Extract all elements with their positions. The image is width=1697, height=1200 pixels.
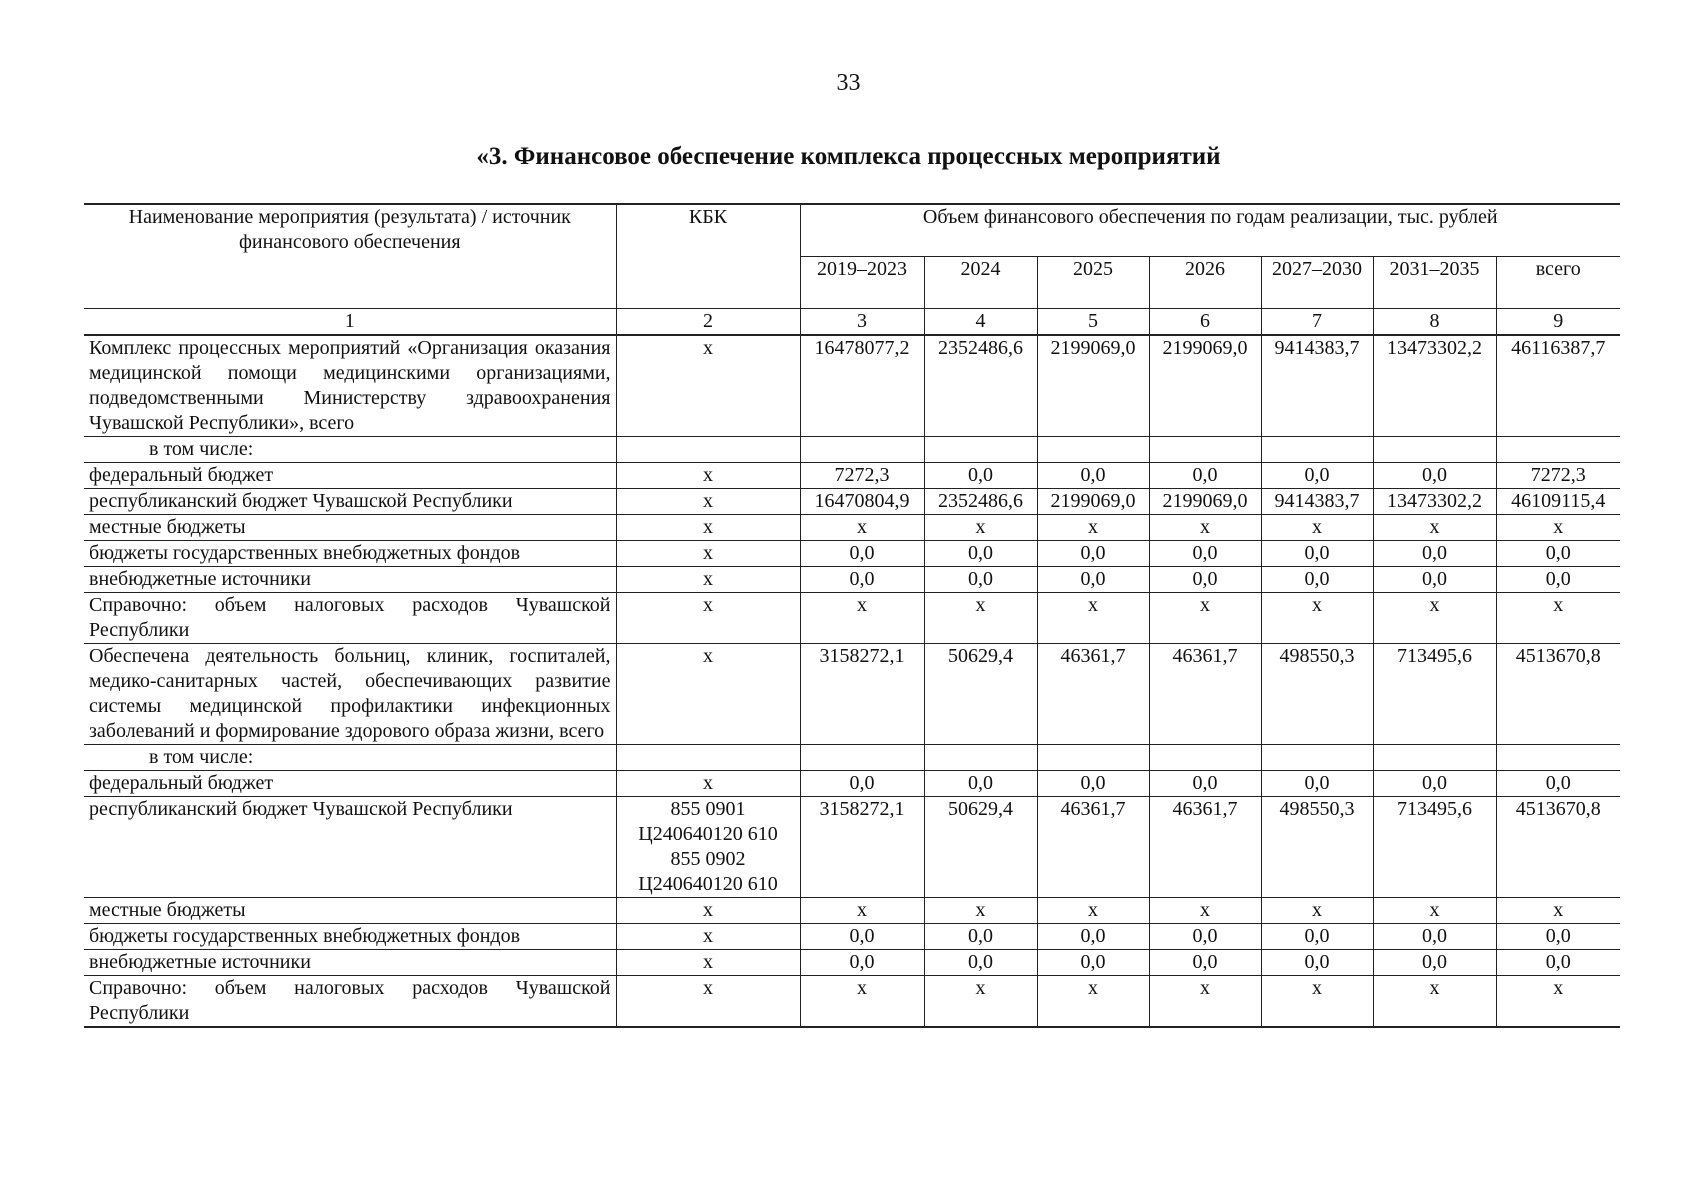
row-kbk: х — [616, 975, 800, 1027]
row-kbk: х — [616, 488, 800, 514]
row-value — [1261, 744, 1373, 770]
row-value: х — [1149, 592, 1261, 643]
row-value: 2199069,0 — [1037, 488, 1149, 514]
row-value: 0,0 — [1037, 923, 1149, 949]
row-value: 0,0 — [1261, 923, 1373, 949]
row-value: 0,0 — [924, 770, 1037, 796]
row-kbk: х — [616, 897, 800, 923]
column-number: 5 — [1037, 308, 1149, 335]
row-value: х — [1373, 592, 1496, 643]
row-kbk: х — [616, 566, 800, 592]
row-value — [1037, 744, 1149, 770]
table-row — [84, 462, 1620, 488]
row-value: 0,0 — [800, 923, 924, 949]
row-value — [1496, 744, 1620, 770]
header-year: 2031–2035 — [1373, 256, 1496, 308]
row-value: 2199069,0 — [1037, 335, 1149, 437]
row-value — [1149, 744, 1261, 770]
row-kbk: х — [616, 514, 800, 540]
row-value: 0,0 — [800, 540, 924, 566]
row-value: х — [1373, 514, 1496, 540]
row-value: 498550,3 — [1261, 796, 1373, 897]
section-title: «3. Финансовое обеспечение комплекса процессных мероприятий — [476, 143, 1221, 170]
row-value: 0,0 — [1373, 462, 1496, 488]
row-value: х — [800, 975, 924, 1027]
row-value: 0,0 — [1373, 949, 1496, 975]
row-value: 16478077,2 — [800, 335, 924, 437]
row-name: внебюджетные источники — [84, 949, 616, 975]
row-value: х — [1037, 592, 1149, 643]
row-name: местные бюджеты — [84, 897, 616, 923]
row-value: х — [800, 514, 924, 540]
header-kbk-column: КБК — [616, 204, 800, 308]
row-value: 46361,7 — [1149, 796, 1261, 897]
row-value — [1149, 436, 1261, 462]
row-value: 3158272,1 — [800, 796, 924, 897]
row-kbk: х — [616, 770, 800, 796]
row-value: 46109115,4 — [1496, 488, 1620, 514]
row-value: 0,0 — [1496, 566, 1620, 592]
row-value: х — [1496, 514, 1620, 540]
row-value: 0,0 — [800, 566, 924, 592]
row-name: республиканский бюджет Чувашской Республики — [84, 796, 616, 897]
table-row — [84, 897, 1620, 923]
table-row — [84, 514, 1620, 540]
row-value: 9414383,7 — [1261, 335, 1373, 437]
row-value: х — [1496, 592, 1620, 643]
table-row — [84, 770, 1620, 796]
row-value: 0,0 — [1149, 566, 1261, 592]
row-value: 713495,6 — [1373, 643, 1496, 744]
row-value: 0,0 — [1373, 540, 1496, 566]
table-header — [84, 204, 1620, 335]
row-kbk: х — [616, 540, 800, 566]
row-value: 0,0 — [1373, 770, 1496, 796]
row-kbk: х — [616, 643, 800, 744]
row-name: бюджеты государственных внебюджетных фондов — [84, 923, 616, 949]
row-value: 9414383,7 — [1261, 488, 1373, 514]
row-name: Комплекс процессных мероприятий «Организация оказания медицинской помощи медицинскими организациями, подведомственными Министерству здравоохранения Чувашской Республики», всего — [84, 335, 616, 437]
row-value: х — [1149, 897, 1261, 923]
row-name: федеральный бюджет — [84, 770, 616, 796]
row-value: 0,0 — [924, 462, 1037, 488]
row-value: х — [1261, 897, 1373, 923]
row-value: 0,0 — [1496, 949, 1620, 975]
row-value: 46361,7 — [1149, 643, 1261, 744]
row-value: 0,0 — [1149, 923, 1261, 949]
row-value: 0,0 — [1149, 540, 1261, 566]
row-name: республиканский бюджет Чувашской Республики — [84, 488, 616, 514]
table-row — [84, 744, 1620, 770]
row-value: х — [1261, 592, 1373, 643]
row-value: 0,0 — [1261, 540, 1373, 566]
table-row — [84, 975, 1620, 1027]
row-value — [924, 436, 1037, 462]
row-value: 0,0 — [1149, 770, 1261, 796]
table-row — [84, 592, 1620, 643]
row-value: 0,0 — [924, 566, 1037, 592]
row-value: 4513670,8 — [1496, 643, 1620, 744]
row-value: 50629,4 — [924, 796, 1037, 897]
row-value: 0,0 — [1261, 462, 1373, 488]
row-value: х — [1261, 975, 1373, 1027]
header-year: 2024 — [924, 256, 1037, 308]
row-value: 0,0 — [1037, 540, 1149, 566]
row-name: внебюджетные источники — [84, 566, 616, 592]
row-value: 2352486,6 — [924, 335, 1037, 437]
row-value: х — [924, 592, 1037, 643]
row-value — [800, 436, 924, 462]
table-row — [84, 436, 1620, 462]
table-row — [84, 566, 1620, 592]
row-kbk: х — [616, 592, 800, 643]
row-value: 713495,6 — [1373, 796, 1496, 897]
row-value: х — [924, 897, 1037, 923]
page-number: 33 — [836, 70, 861, 96]
row-value: 0,0 — [1037, 566, 1149, 592]
table-row — [84, 923, 1620, 949]
row-value: 0,0 — [1496, 923, 1620, 949]
row-value: х — [924, 514, 1037, 540]
row-value — [800, 744, 924, 770]
row-value: х — [1496, 975, 1620, 1027]
row-value: 0,0 — [1149, 462, 1261, 488]
row-value: х — [1037, 975, 1149, 1027]
row-name: Справочно: объем налоговых расходов Чувашской Республики — [84, 592, 616, 643]
header-year: 2019–2023 — [800, 256, 924, 308]
row-kbk — [616, 436, 800, 462]
row-value: 16470804,9 — [800, 488, 924, 514]
row-value: 0,0 — [800, 949, 924, 975]
row-value: х — [1261, 514, 1373, 540]
column-number: 3 — [800, 308, 924, 335]
row-value: 0,0 — [1037, 462, 1149, 488]
row-value: 0,0 — [1373, 923, 1496, 949]
row-value: 498550,3 — [1261, 643, 1373, 744]
row-value: 2199069,0 — [1149, 488, 1261, 514]
row-value: 0,0 — [1149, 949, 1261, 975]
column-number-row — [84, 308, 1620, 335]
row-value: 13473302,2 — [1373, 488, 1496, 514]
table-row — [84, 488, 1620, 514]
row-name: Обеспечена деятельность больниц, клиник, госпиталей, медико-санитарных частей, обеспечивающих развитие системы медицинской профилактики инфекционных заболеваний и формирование здорового образа жизни, всего — [84, 643, 616, 744]
row-value: 0,0 — [924, 540, 1037, 566]
row-value: 0,0 — [800, 770, 924, 796]
row-value: 3158272,1 — [800, 643, 924, 744]
header-name-column: Наименование мероприятия (результата) / источник финансового обеспечения — [84, 204, 616, 308]
row-kbk: 855 0901 Ц240640120 610 855 0902 Ц240640120 610 — [616, 796, 800, 897]
row-value: 2199069,0 — [1149, 335, 1261, 437]
row-value: х — [924, 975, 1037, 1027]
row-value: 46116387,7 — [1496, 335, 1620, 437]
header-year-total: всего — [1496, 256, 1620, 308]
row-value — [1373, 744, 1496, 770]
row-kbk: х — [616, 949, 800, 975]
table-row — [84, 335, 1620, 437]
row-kbk: х — [616, 923, 800, 949]
table-row — [84, 540, 1620, 566]
table-body — [84, 335, 1620, 1027]
row-value — [1037, 436, 1149, 462]
column-number: 2 — [616, 308, 800, 335]
header-year: 2026 — [1149, 256, 1261, 308]
column-number: 7 — [1261, 308, 1373, 335]
column-number: 8 — [1373, 308, 1496, 335]
table-row — [84, 796, 1620, 897]
row-value: 0,0 — [1261, 566, 1373, 592]
row-value: 13473302,2 — [1373, 335, 1496, 437]
row-value: х — [1149, 514, 1261, 540]
row-value: х — [1149, 975, 1261, 1027]
row-name: местные бюджеты — [84, 514, 616, 540]
row-value: 0,0 — [1037, 770, 1149, 796]
row-name: в том числе: — [84, 436, 616, 462]
row-value: х — [1373, 897, 1496, 923]
row-value — [1373, 436, 1496, 462]
row-kbk: х — [616, 335, 800, 437]
row-name: федеральный бюджет — [84, 462, 616, 488]
row-value: 7272,3 — [800, 462, 924, 488]
column-number: 4 — [924, 308, 1037, 335]
table-row — [84, 643, 1620, 744]
row-value — [1261, 436, 1373, 462]
row-value — [924, 744, 1037, 770]
row-value: 2352486,6 — [924, 488, 1037, 514]
row-value: 50629,4 — [924, 643, 1037, 744]
row-kbk: х — [616, 462, 800, 488]
header-year: 2027–2030 — [1261, 256, 1373, 308]
header-year: 2025 — [1037, 256, 1149, 308]
row-value: 0,0 — [1373, 566, 1496, 592]
row-value: 0,0 — [1496, 540, 1620, 566]
row-value: 0,0 — [1261, 949, 1373, 975]
row-value: х — [800, 592, 924, 643]
row-value: 7272,3 — [1496, 462, 1620, 488]
row-value: х — [1037, 514, 1149, 540]
row-value: 46361,7 — [1037, 796, 1149, 897]
column-number: 1 — [84, 308, 616, 335]
table-row — [84, 949, 1620, 975]
row-value: х — [1496, 897, 1620, 923]
row-value: 0,0 — [1261, 770, 1373, 796]
row-value: 0,0 — [924, 923, 1037, 949]
row-value: 0,0 — [1037, 949, 1149, 975]
row-value: 4513670,8 — [1496, 796, 1620, 897]
row-name: Справочно: объем налоговых расходов Чувашской Республики — [84, 975, 616, 1027]
column-number: 6 — [1149, 308, 1261, 335]
row-value: 0,0 — [924, 949, 1037, 975]
column-number: 9 — [1496, 308, 1620, 335]
row-value: х — [1373, 975, 1496, 1027]
row-value: х — [800, 897, 924, 923]
row-value: 46361,7 — [1037, 643, 1149, 744]
row-kbk — [616, 744, 800, 770]
row-value: 0,0 — [1496, 770, 1620, 796]
row-name: бюджеты государственных внебюджетных фондов — [84, 540, 616, 566]
financing-table — [84, 203, 1620, 1028]
row-name: в том числе: — [84, 744, 616, 770]
row-value — [1496, 436, 1620, 462]
row-value: х — [1037, 897, 1149, 923]
header-volume-group: Объем финансового обеспечения по годам реализации, тыс. рублей — [800, 204, 1620, 256]
